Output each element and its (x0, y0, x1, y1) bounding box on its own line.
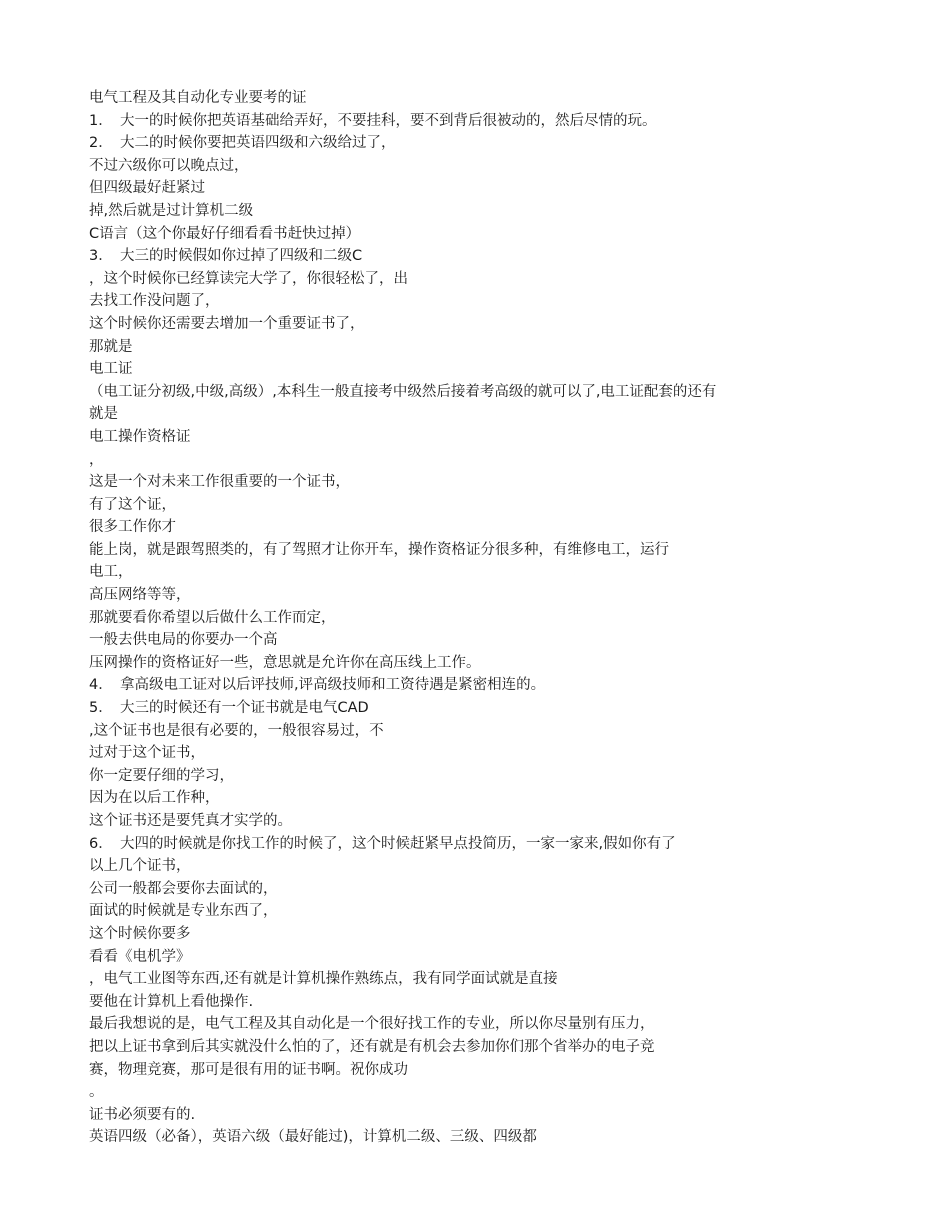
text-line: 那就要看你希望以后做什么工作而定， (89, 609, 336, 626)
text-line: 那就是 (89, 338, 133, 355)
text-line: 最后我想说的是，电气工程及其自动化是一个很好找工作的专业，所以你尽量别有压力， (89, 1016, 655, 1033)
text-line: ， (89, 451, 104, 468)
text-line: 6． 大四的时候就是你找工作的时候了，这个时候赶紧早点投简历，一家一家来,假如你有了 (89, 835, 676, 852)
text-line: 4． 拿高级电工证对以后评技师,评高级技师和工资待遇是紧密相连的。 (89, 677, 546, 694)
text-line: 不过六级你可以晚点过， (89, 157, 249, 174)
text-line: 以上几个证书， (89, 858, 191, 875)
text-line: 你一定要仔细的学习， (89, 767, 234, 784)
document-body (89, 87, 869, 1149)
text-line: ，这个时候你已经算读完大学了，你很轻松了，出 (89, 270, 408, 287)
text-line: 能上岗，就是跟驾照类的，有了驾照才让你开车，操作资格证分很多种，有维修电工，运行 (89, 541, 669, 558)
text-line: ,这个证书也是很有必要的，一般很容易过，不 (89, 722, 384, 739)
text-line: 5． 大三的时候还有一个证书就是电气CAD (89, 700, 369, 717)
text-line: 这个时候你还需要去增加一个重要证书了， (89, 315, 365, 332)
text-line: 就是 (89, 406, 118, 423)
text-line: 赛，物理竞赛，那可是很有用的证书啊。祝你成功 (89, 1061, 408, 1078)
document-title-line: 电气工程及其自动化专业要考的证 (89, 90, 307, 106)
text-line: 这个时候你要多 (89, 925, 191, 942)
text-line: ，电气工业图等东西,还有就是计算机操作熟练点，我有同学面试就是直接 (89, 971, 558, 988)
text-line: 证书必须要有的. (89, 1106, 196, 1123)
text-line: 因为在以后工作种， (89, 790, 220, 807)
text-line: 公司一般都会要你去面试的， (89, 880, 278, 897)
text-line: 。 (89, 1084, 104, 1101)
text-line: 有了这个证， (89, 496, 176, 513)
text-line: 电工证 (89, 361, 133, 378)
text-line: 但四级最好赶紧过 (89, 180, 205, 197)
text-line: 英语四级（必备），英语六级（最好能过)，计算机二级、三级、四级都 (89, 1129, 537, 1146)
text-line: 这是一个对未来工作很重要的一个证书， (89, 474, 350, 491)
text-line: 要他在计算机上看他操作. (89, 993, 254, 1010)
text-line: 2． 大二的时候你要把英语四级和六级给过了， (89, 135, 396, 152)
text-line: 电工操作资格证 (89, 428, 191, 445)
text-line: 1． 大一的时候你把英语基础给弄好，不要挂科，要不到背后很被动的，然后尽情的玩。 (89, 112, 657, 129)
text-line: 把以上证书拿到后其实就没什么怕的了，还有就是有机会去参加你们那个省举办的电子竞 (89, 1038, 655, 1055)
text-line: 掉,然后就是过计算机二级 (89, 202, 254, 219)
text-line: 面试的时候就是专业东西了， (89, 903, 278, 920)
text-line: 高压网络等等， (89, 587, 191, 604)
text-line: C语言（这个你最好仔细看看书赶快过掉） (89, 225, 361, 242)
text-line: 压网操作的资格证好一些，意思就是允许你在高压线上工作。 (89, 654, 481, 671)
text-line: 过对于这个证书， (89, 745, 205, 762)
text-line: 去找工作没问题了， (89, 293, 220, 310)
text-line: 3． 大三的时候假如你过掉了四级和二级C (89, 248, 363, 265)
text-line: 很多工作你才 (89, 519, 176, 536)
text-line: 看看《电机学》 (89, 948, 191, 965)
text-line: 这个证书还是要凭真才实学的。 (89, 813, 292, 829)
text-line: （电工证分初级,中级,高级）,本科生一般直接考中级然后接着考高级的就可以了,电工证配套的还有 (89, 383, 717, 400)
text-line: 一般去供电局的你要办一个高 (89, 632, 278, 649)
text-line: 电工， (89, 564, 133, 581)
